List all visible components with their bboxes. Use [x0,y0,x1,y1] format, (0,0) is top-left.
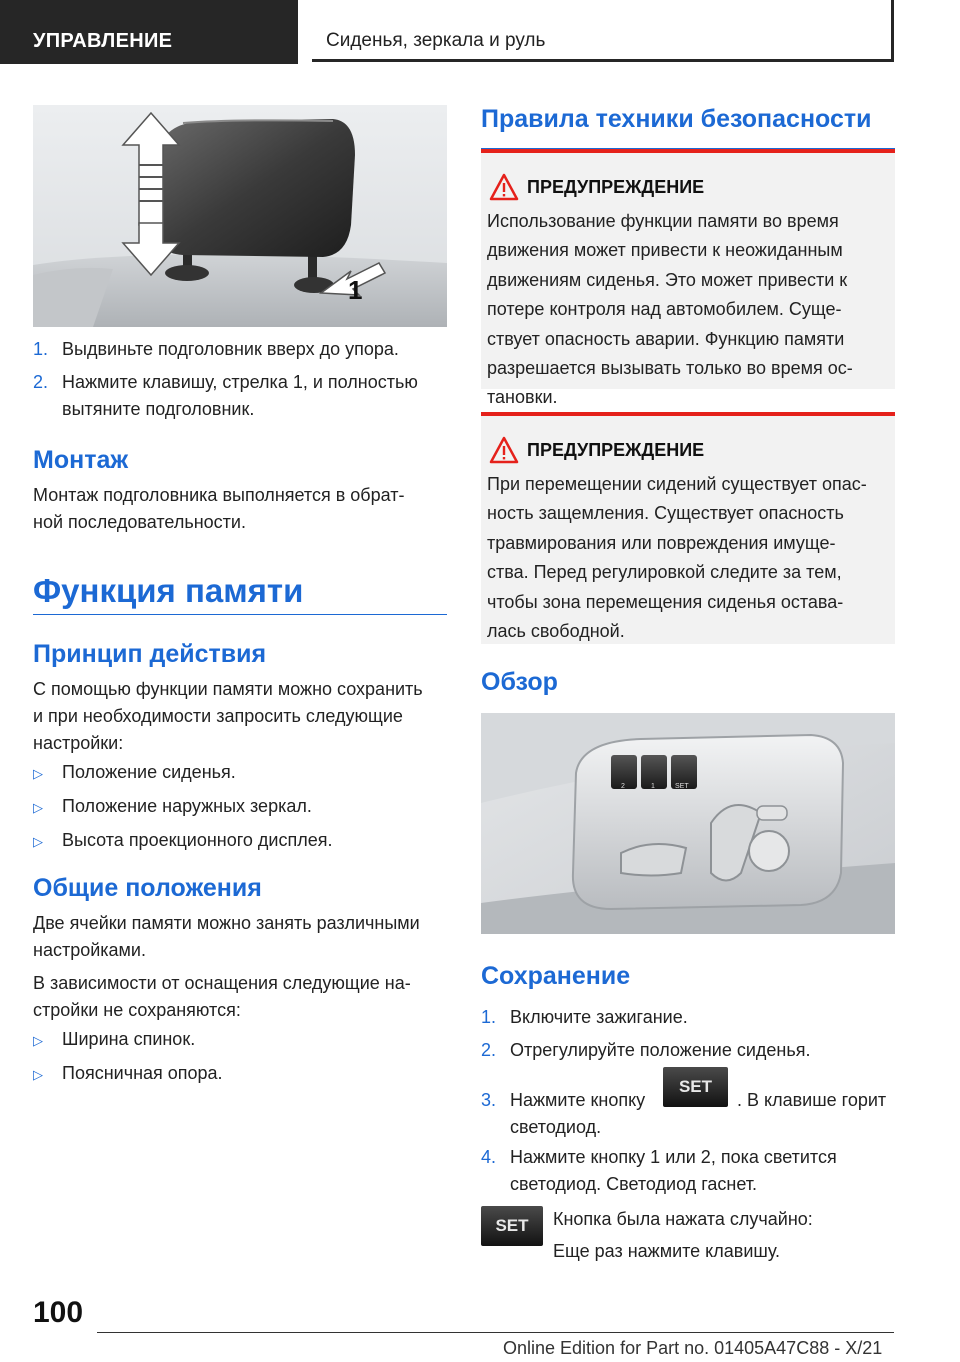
memory-key-2-label: 2 [621,783,625,790]
warning-2-line: При перемещении сидений существует опас- [487,474,867,494]
general-bullet-1: Ширина спинок. [62,1029,196,1049]
principle-heading: Принцип действия [33,640,267,668]
header-chapter: Сиденья, зеркала и руль [326,30,546,51]
step-2-line-2: вытяните подголовник. [62,399,255,419]
warning-box-1 [481,149,895,408]
overview-heading: Обзор [481,668,558,696]
warning-1-line: тановки. [487,387,558,408]
warning-2-title: ПРЕДУПРЕЖДЕНИЕ [527,440,705,460]
figure-callout-1: 1 [348,275,363,305]
warning-1-line: Использование функции памяти во время [487,211,839,231]
warning-1-line: движения может привести к неожиданным [487,240,843,261]
general-p2-line-1: В зависимости от оснащения следующие на- [33,973,411,993]
warning-2-body [487,470,867,646]
general-p1-line-1: Две ячейки памяти можно занять различными [33,913,420,933]
set-button-note-label: SET [495,1216,529,1235]
montazh-line-1: Монтаж подголовника выполняется в обрат- [33,485,405,505]
save-step-4-line-2: светодиод. Светодиод гаснет. [510,1174,757,1194]
general-p2-line-2: стройки не сохраняются: [33,1000,241,1020]
warning-2-line: ства. Перед регулировкой следите за тем, [487,562,842,583]
set-button-inline-label: SET [678,1077,713,1096]
page-number: 100 [33,1296,84,1329]
bullet-marker: ▷ [33,834,43,849]
safety-heading: Правила техники безопасности [481,105,872,133]
set-key-label: SET [675,783,689,790]
step-2-line-1: Нажмите клавишу, стрелка 1, и полностью [62,372,418,392]
save-step-4-line-1: Нажмите кнопку 1 или 2, пока светится [510,1147,837,1167]
general-heading: Общие положения [33,874,262,902]
warning-1-line: разрешается вызывать только во время ос- [487,358,853,379]
set-button-inline [663,1067,728,1107]
footer-edition: Online Edition for Part no. 01405A47C88 - X/21 [503,1338,883,1358]
warning-1-line: ствует опасность аварии. Функцию памяти [487,328,845,349]
headrest-illustration [33,105,447,327]
warning-2-line: ность защемления. Существует опасность [487,503,844,524]
header-section: УПРАВЛЕНИЕ [33,30,173,52]
save-step-3-line-2: светодиод. [510,1117,602,1137]
montazh-heading: Монтаж [33,446,129,474]
warning-1-line: движениям сиденья. Это может привести к [487,269,848,290]
bullet-marker: ▷ [33,766,43,781]
save-step-2-text: Отрегулируйте положение сиденья. [510,1040,811,1060]
principle-line-3: настройки: [33,733,124,753]
seat-controls-illustration [481,713,895,934]
memory-heading-rule [33,614,447,615]
footer-rule [97,1332,894,1333]
montazh-line-2: ной последовательности. [33,512,246,532]
general-p1-line-2: настройками. [33,940,146,960]
warning-2-line: травмирования или повреждения имуще- [487,532,836,553]
general-bullet-2: Поясничная опора. [62,1063,223,1083]
principle-line-2: и при необходимости запросить следующие [33,706,403,726]
seat-controls-figure [481,713,895,934]
bullet-marker: ▷ [33,800,43,815]
warning-2-line: лась свободной. [487,621,625,642]
headrest-figure [33,105,447,327]
warning-box-2 [481,412,895,644]
warning-2-line: чтобы зона перемещения сиденья остава- [487,591,844,612]
bullet-marker: ▷ [33,1067,43,1082]
principle-bullet-2: Положение наружных зеркал. [62,796,312,816]
header-section-tab [0,0,298,64]
save-step-2-number: 2. [481,1040,497,1060]
save-note-line-1: Кнопка была нажата случайно: [553,1209,813,1229]
save-step-4-number: 4. [481,1147,497,1167]
save-step-1-text: Включите зажигание. [510,1007,688,1027]
memory-heading: Функция памяти [33,572,304,609]
warning-triangle-icon [489,436,519,464]
header-chapter-tab [312,0,894,62]
warning-1-title: ПРЕДУПРЕЖДЕНИЕ [527,177,705,197]
save-step-3-pre: Нажмите кнопку [510,1090,646,1110]
save-heading: Сохранение [481,962,631,990]
principle-bullet-1: Положение сиденья. [62,762,236,782]
principle-bullet-3: Высота проекционного дисплея. [62,830,333,850]
warning-1-line: потере контроля над автомобилем. Суще- [487,299,842,320]
save-step-1-number: 1. [481,1007,497,1027]
principle-line-1: С помощью функции памяти можно сохранить [33,679,423,699]
bullet-marker: ▷ [33,1033,43,1048]
save-note-line-2: Еще раз нажмите клавишу. [553,1241,781,1261]
warning-1-body [487,207,853,413]
step-1-text: Выдвиньте подголовник вверх до упора. [62,339,399,359]
step-2-number: 2. [33,372,49,392]
step-1-number: 1. [33,339,49,359]
set-button-note [481,1206,543,1246]
save-step-3-post: . В клавише горит [737,1090,887,1110]
memory-key-1-label: 1 [651,783,655,790]
save-step-3-number: 3. [481,1090,497,1110]
warning-triangle-icon [489,173,519,201]
